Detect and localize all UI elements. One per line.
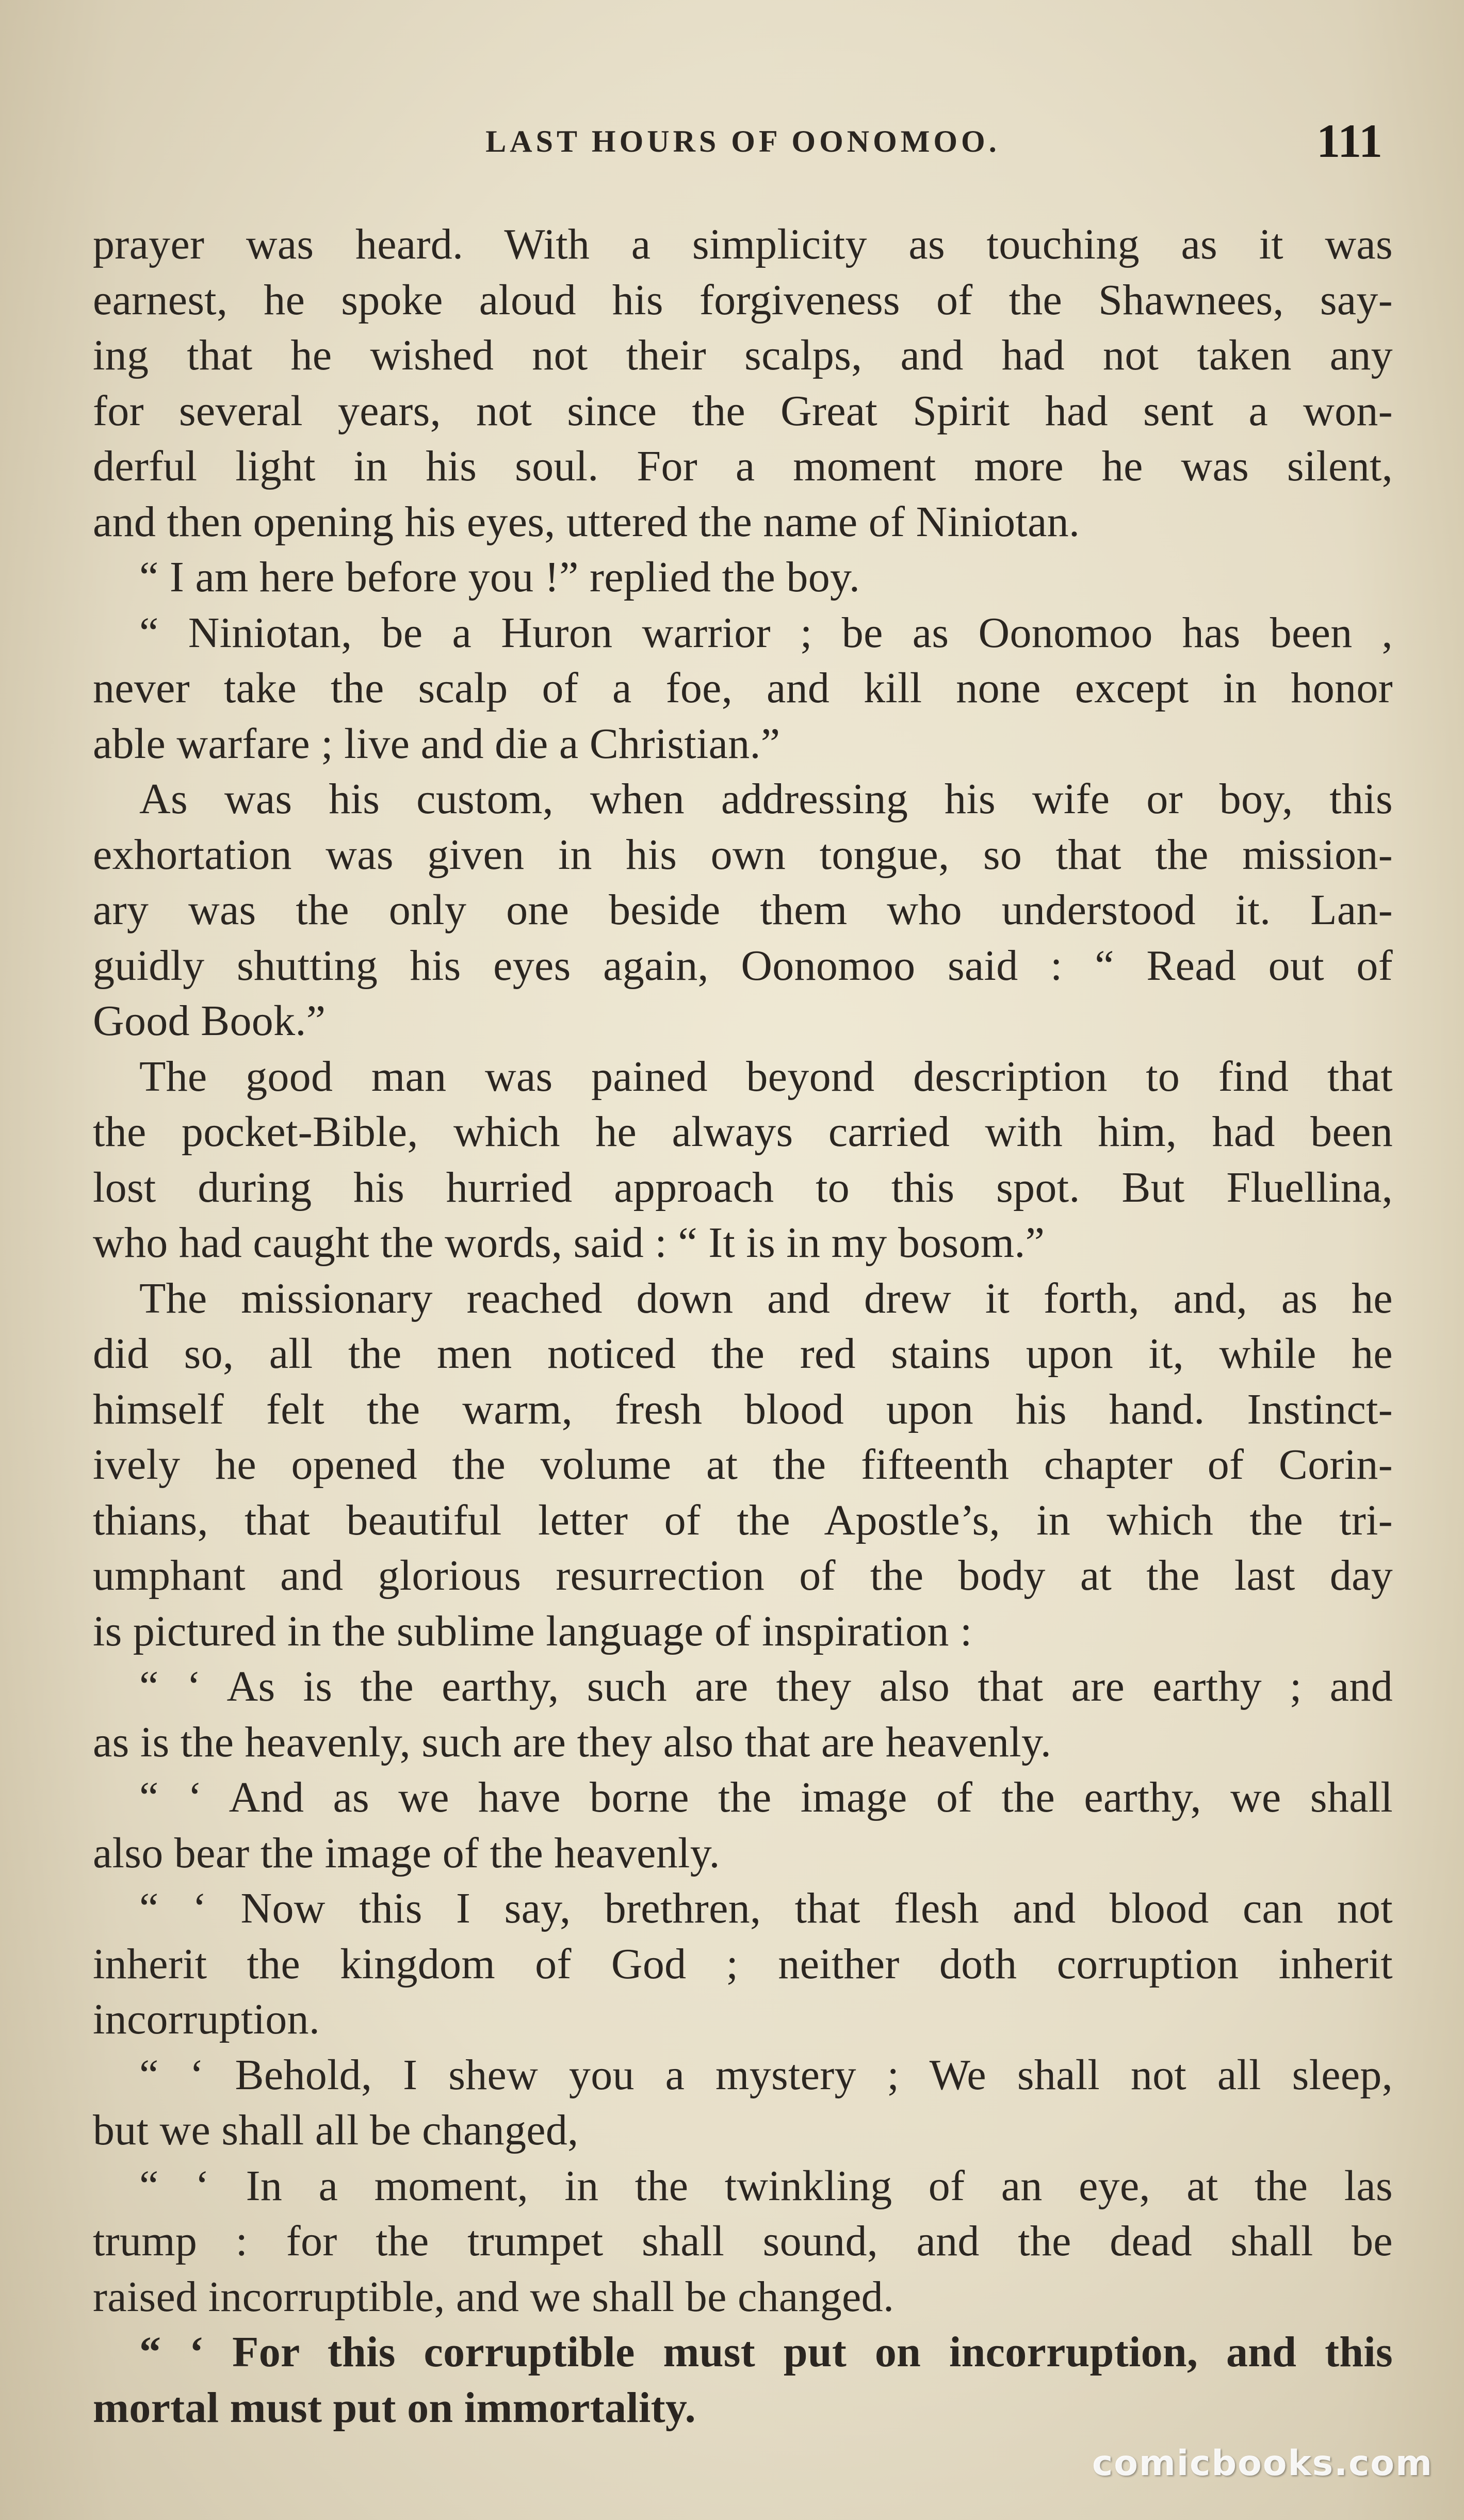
text-line: thians, that beautiful letter of the Apostle’s, in which the tri- <box>93 1496 1393 1544</box>
text-line: never take the scalp of a foe, and kill none except in honor <box>93 664 1393 712</box>
text-line: exhortation was given in his own tongue, so that the mission- <box>93 830 1393 879</box>
text-line: himself felt the warm, fresh blood upon his hand. Instinct- <box>93 1385 1393 1433</box>
text-line: guidly shutting his eyes again, Oonomoo said : “ Read out of <box>93 941 1393 990</box>
text-line: The missionary reached down and drew it forth, and, as he <box>139 1274 1393 1322</box>
text-line: ing that he wished not their scalps, and had not taken any <box>93 331 1393 379</box>
body-text <box>93 217 1393 2435</box>
text-line: ively he opened the volume at the fifteenth chapter of Corin- <box>93 1441 1393 1489</box>
text-line: “ I am here before you !” replied the boy. <box>139 553 860 601</box>
book-page <box>93 103 1393 2435</box>
text-line: but we shall all be changed, <box>93 2106 579 2154</box>
text-line: umphant and glorious resurrection of the body at the last day <box>93 1552 1393 1600</box>
text-line: the pocket-Bible, which he always carried with him, had been <box>93 1108 1393 1156</box>
running-title: LAST HOURS OF OONOMOO. <box>485 124 1000 158</box>
text-line: “ ‘ As is the earthy, such are they also that are earthy ; and <box>139 1662 1393 1710</box>
text-line: “ ‘ Now this I say, brethren, that flesh and blood can not <box>139 1884 1393 1932</box>
text-line: ary was the only one beside them who understood it. Lan- <box>93 886 1393 934</box>
text-line: “ ‘ For this corruptible must put on incorruption, and this <box>139 2328 1393 2376</box>
text-line: “ ‘ Behold, I shew you a mystery ; We shall not all sleep, <box>139 2050 1393 2099</box>
text-line: for several years, not since the Great Spirit had sent a won- <box>93 386 1393 435</box>
text-line: derful light in his soul. For a moment more he was silent, <box>93 442 1393 490</box>
text-line: incorruption. <box>93 1995 320 2043</box>
text-line: “ ‘ And as we have borne the image of the earthy, we shall <box>139 1773 1393 1821</box>
text-line: able warfare ; live and die a Christian.” <box>93 719 780 768</box>
text-line: lost during his hurried approach to this spot. But Fluellina, <box>93 1163 1393 1211</box>
page-number: 111 <box>1316 115 1382 167</box>
text-line: earnest, he spoke aloud his forgiveness of the Shawnees, say- <box>93 276 1393 324</box>
text-line: did so, all the men noticed the red stains upon it, while he <box>93 1330 1393 1378</box>
text-line: mortal must put on immortality. <box>93 2383 696 2432</box>
text-line: raised incorruptible, and we shall be changed. <box>93 2272 894 2321</box>
text-line: as is the heavenly, such are they also that are heavenly. <box>93 1718 1052 1766</box>
text-line: who had caught the words, said : “ It is in my bosom.” <box>93 1219 1045 1267</box>
text-line: inherit the kingdom of God ; neither doth corruption inherit <box>93 1940 1393 1988</box>
site-watermark: comicbooks.com <box>1092 2443 1433 2484</box>
text-line: also bear the image of the heavenly. <box>93 1829 720 1877</box>
text-line: and then opening his eyes, uttered the name of Niniotan. <box>93 497 1080 546</box>
text-line: The good man was pained beyond description to find that <box>139 1052 1393 1101</box>
text-line: is pictured in the sublime language of inspiration : <box>93 1607 972 1655</box>
text-line: trump : for the trumpet shall sound, and the dead shall be <box>93 2217 1393 2265</box>
text-line: As was his custom, when addressing his wife or boy, this <box>139 775 1393 823</box>
text-line: “ Niniotan, be a Huron warrior ; be as Oonomoo has been , <box>139 608 1393 657</box>
running-header <box>93 103 1393 165</box>
text-line: Good Book.” <box>93 997 326 1045</box>
text-line: “ ‘ In a moment, in the twinkling of an eye, at the las <box>139 2161 1393 2210</box>
text-line: prayer was heard. With a simplicity as touching as it was <box>93 220 1393 268</box>
